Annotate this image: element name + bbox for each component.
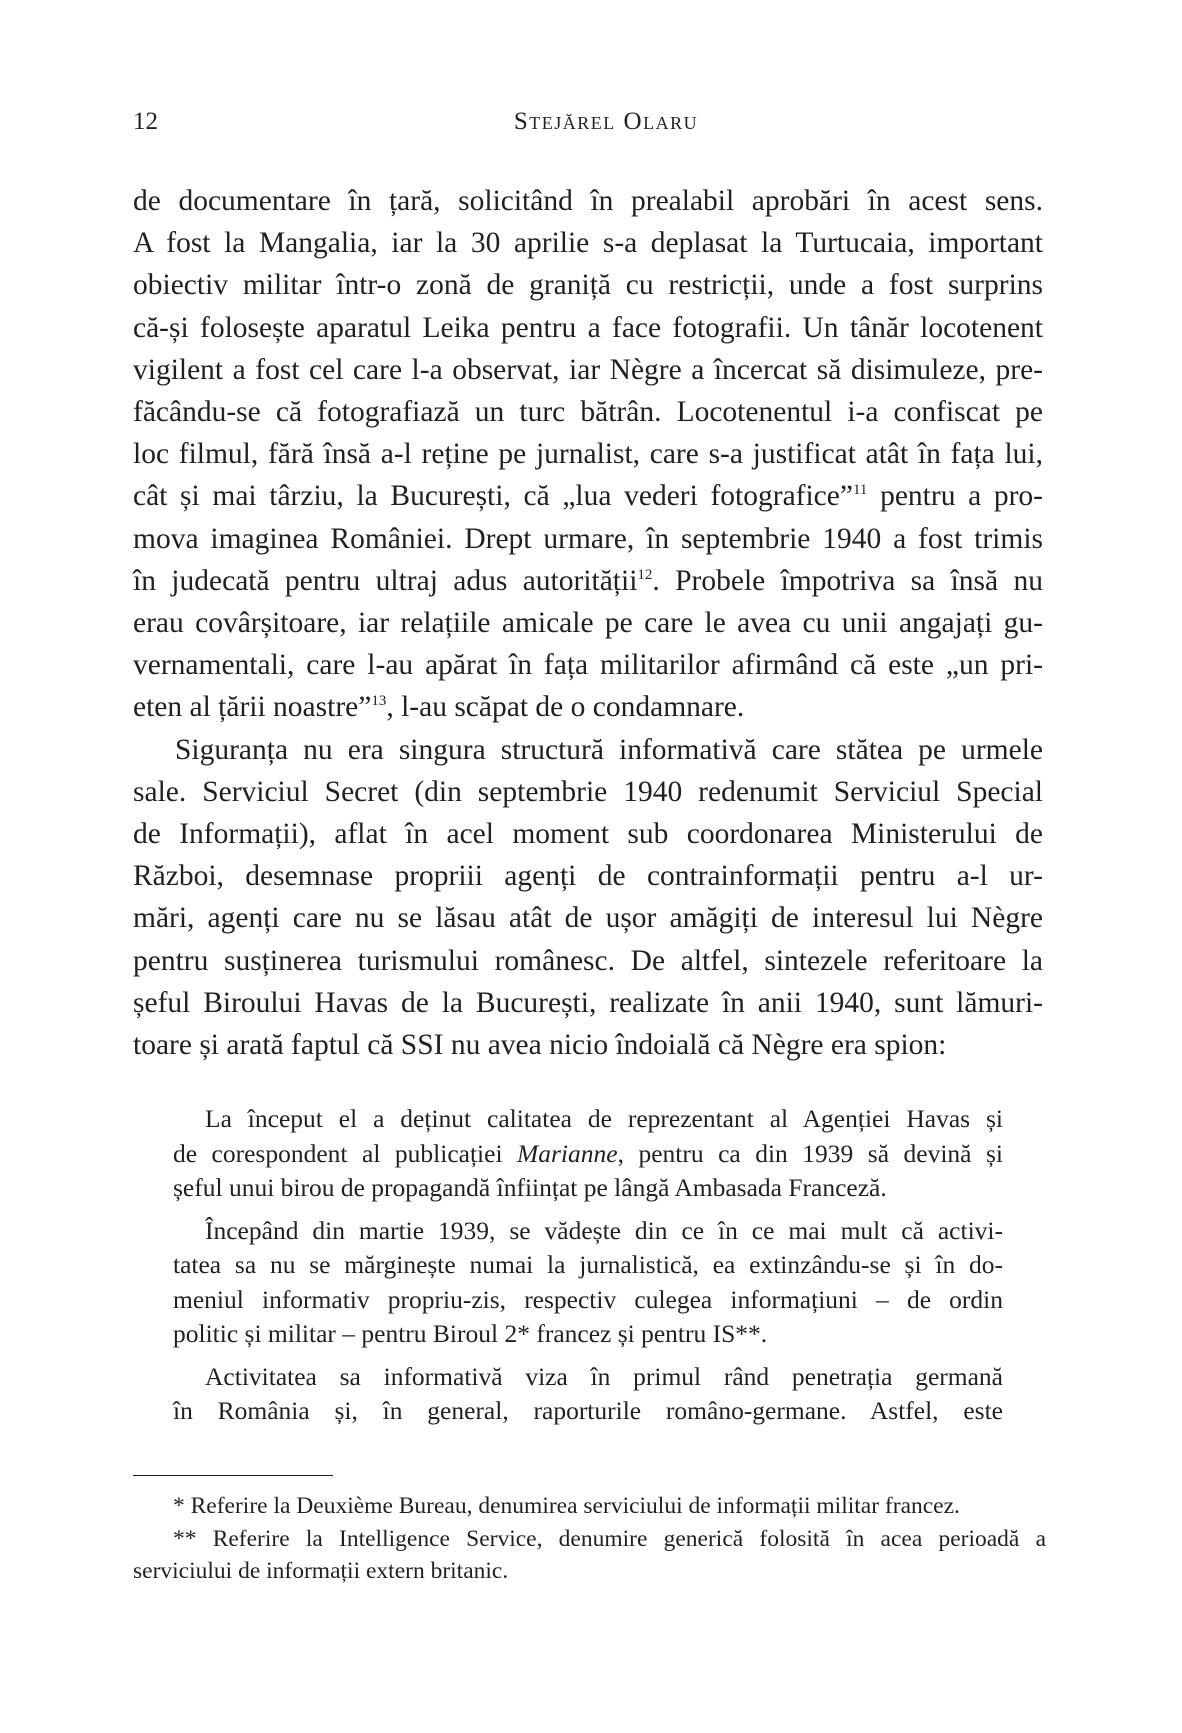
text-line: toare și arată faptul că SSI nu avea nicio îndoială că Nègre era spion: <box>133 1029 947 1062</box>
text-line: de documentare în țară, solicitând în prealabil aprobări în acest sens. <box>133 185 1043 217</box>
quote-paragraph-2 <box>173 1214 1003 1352</box>
footnote-2-continued: serviciului de informații extern britanic. <box>133 1558 509 1584</box>
paragraph-1 <box>133 180 1043 729</box>
footnote-2: ** Referire la Intelligence Service, denumire generică folosită în acea perioadă a <box>173 1525 1046 1552</box>
text-fragment: pentru a pro- <box>867 480 1043 513</box>
paragraph-2 <box>133 729 1043 1067</box>
quote-paragraph-3 <box>173 1360 1003 1429</box>
footnote-ref-11: 11 <box>852 482 868 499</box>
main-text <box>133 180 1043 1066</box>
text-line <box>173 1137 1003 1172</box>
text-line: La început el a deținut calitatea de reprezentant al Agenției Havas și <box>205 1104 1003 1133</box>
text-line: mări, agenți care nu se lăsau atât de ușor amăgiți de interesul lui Nègre <box>133 902 1043 935</box>
text-fragment: , pentru ca din 1939 să devină și <box>617 1138 1003 1168</box>
page-number: 12 <box>133 108 158 135</box>
text-line <box>133 475 1043 517</box>
footnotes <box>133 1490 1046 1588</box>
text-fragment: cât și mai târziu, la București, că „lua vederi fotografice” <box>133 480 853 513</box>
text-line: A fost la Mangalia, iar la 30 aprilie s-a deplasat la Turtucaia, important <box>133 227 1043 260</box>
text-line: pentru susținerea turismului românesc. De altfel, sintezele referitoare la <box>133 944 1043 977</box>
footnote-divider <box>133 1475 333 1476</box>
text-line: meniul informativ propriu-zis, respectiv culegea informațiuni – de ordin <box>173 1284 1003 1314</box>
text-line: de Informații), aflat în acel moment sub coordonarea Ministerului de <box>133 818 1043 851</box>
text-line: în România și, în general, raporturile româno-germane. Astfel, este <box>173 1396 1003 1425</box>
text-fragment: în judecată pentru ultraj adus autorității <box>133 564 638 597</box>
text-line: loc filmul, fără însă a-l reține pe jurnalist, care s-a justificat atât în fața lui, <box>133 438 1043 471</box>
text-line: șeful Biroului Havas de la București, realizate în anii 1940, sunt lămuri- <box>133 986 1043 1019</box>
text-line <box>133 686 1043 728</box>
text-line: politic și militar – pentru Biroul 2* francez și pentru IS**. <box>173 1319 768 1348</box>
text-line: vernamentali, care l-au apărat în fața militarilor afirmând că este „un pri- <box>133 649 1043 682</box>
footnote-ref-13: 13 <box>371 693 387 710</box>
quote-paragraph-1 <box>173 1102 1003 1206</box>
block-quote <box>173 1102 1003 1437</box>
text-line: Activitatea sa informativă viza în primul rând penetrația germană <box>205 1361 1003 1391</box>
text-fragment: , l-au scăpat de o condamnare. <box>386 691 745 724</box>
text-line: mova imaginea României. Drept urmare, în septembrie 1940 a fost trimis <box>133 522 1043 555</box>
publication-title: Marianne <box>517 1138 618 1168</box>
text-fragment: . Probele împotriva sa însă nu <box>652 564 1043 597</box>
text-line: șeful unui birou de propagandă înființat pe lângă Ambasada Franceză. <box>173 1173 887 1202</box>
text-fragment: de corespondent al publicației <box>173 1138 518 1168</box>
text-line: Război, desemnase propriii agenți de contrainformații pentru a-l ur- <box>133 860 1043 893</box>
text-line: că-și folosește aparatul Leika pentru a face fotografii. Un tânăr locotenent <box>133 311 1043 344</box>
text-line: vigilent a fost cel care l-a observat, iar Nègre a încercat să disimuleze, pre- <box>133 353 1043 386</box>
text-line: tatea sa nu se mărginește numai la jurnalistică, ea extinzându-se și în do- <box>173 1250 1003 1279</box>
footnote-1: * Referire la Deuxième Bureau, denumirea serviciului de informații militar francez. <box>173 1493 960 1519</box>
text-line: sale. Serviciul Secret (din septembrie 1940 redenumit Serviciul Special <box>133 775 1043 808</box>
text-line: făcându-se că fotografiază un turc bătrân. Locotenentul i-a confiscat pe <box>133 396 1043 429</box>
text-line: obiectiv militar într-o zonă de graniță cu restricții, unde a fost surprins <box>133 269 1043 302</box>
text-line <box>133 560 1043 602</box>
running-head: Stejărel Olaru <box>513 108 699 135</box>
text-fragment: eten al țării noastre” <box>133 691 372 724</box>
text-line: Începând din martie 1939, se vădește din ce în ce mai mult că activi- <box>205 1215 1003 1245</box>
text-line: Siguranța nu era singura structură informativă care stătea pe urmele <box>175 733 1043 766</box>
text-line: erau covârșitoare, iar relațiile amicale pe care le avea cu unii angajați gu- <box>133 607 1043 640</box>
footnote-ref-12: 12 <box>637 567 653 583</box>
